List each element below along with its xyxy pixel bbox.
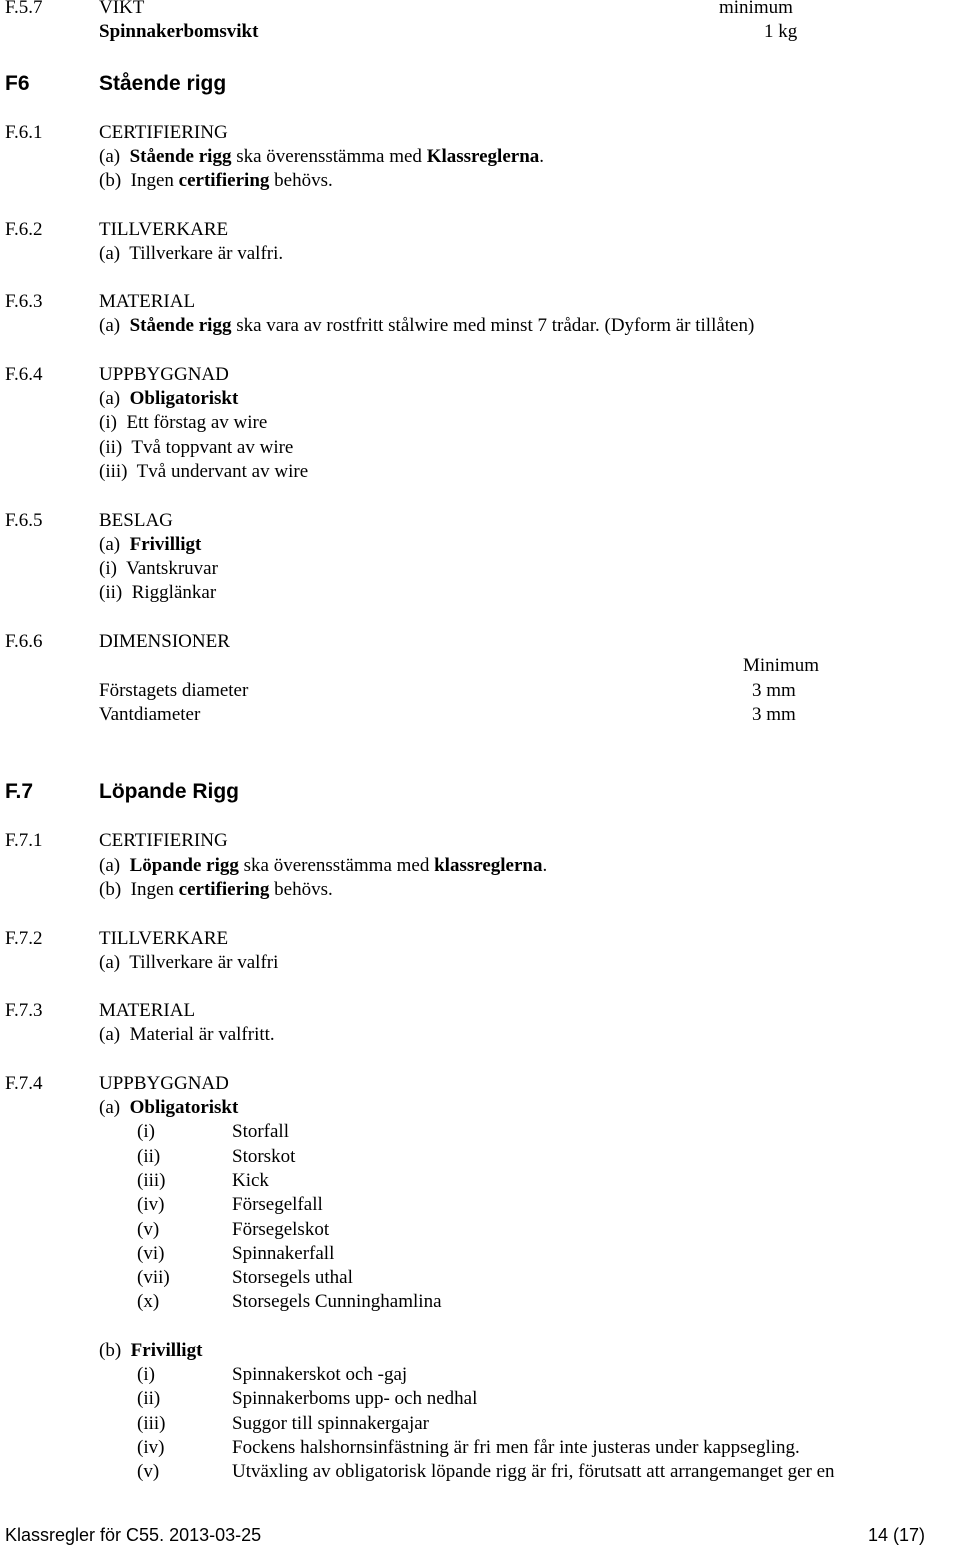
section-number: F.7.1 bbox=[5, 830, 43, 851]
rule-line: (a) Löpande rigg ska överensstämma med klassreglerna. bbox=[99, 855, 548, 876]
item-label: Spinnakerbomsvikt bbox=[99, 21, 259, 42]
list-marker: (i) bbox=[137, 1364, 155, 1385]
list-item: (ii) Två toppvant av wire bbox=[99, 437, 294, 458]
rule-line: (b) Ingen certifiering behövs. bbox=[99, 170, 333, 191]
list-item: Storsegels Cunninghamlina bbox=[232, 1291, 442, 1312]
rule-line: (a) Obligatoriskt bbox=[99, 1097, 239, 1118]
rule-line: (b) Frivilligt bbox=[99, 1340, 203, 1361]
list-marker: (vi) bbox=[137, 1243, 165, 1264]
rule-line: (a) Material är valfritt. bbox=[99, 1024, 275, 1045]
section-title: BESLAG bbox=[99, 510, 173, 531]
chapter-number: F6 bbox=[5, 72, 30, 95]
section-title: CERTIFIERING bbox=[99, 830, 228, 851]
chapter-title: Stående rigg bbox=[99, 72, 227, 95]
list-item: Försegelfall bbox=[232, 1194, 323, 1215]
dimension-label: Vantdiameter bbox=[99, 704, 201, 725]
list-marker: (v) bbox=[137, 1219, 160, 1240]
section-number: F.6.3 bbox=[5, 291, 43, 312]
list-marker: (iv) bbox=[137, 1194, 165, 1215]
page-number: 14 (17) bbox=[868, 1525, 926, 1545]
list-item: Storskot bbox=[232, 1146, 296, 1167]
list-item: (iii) Två undervant av wire bbox=[99, 461, 309, 482]
section-number: F.5.7 bbox=[5, 0, 43, 18]
section-number: F.6.6 bbox=[5, 631, 43, 652]
list-marker: (x) bbox=[137, 1291, 160, 1312]
list-marker: (vii) bbox=[137, 1267, 170, 1288]
rule-line: (a) Stående rigg ska överensstämma med Klassreglerna. bbox=[99, 146, 545, 167]
list-marker: (ii) bbox=[137, 1146, 161, 1167]
list-item: (i) Ett förstag av wire bbox=[99, 412, 268, 433]
list-item: Spinnakerskot och -gaj bbox=[232, 1364, 408, 1385]
list-item: (i) Vantskruvar bbox=[99, 558, 218, 579]
section-number: F.6.1 bbox=[5, 122, 43, 143]
rule-line: (a) Tillverkare är valfri bbox=[99, 952, 279, 973]
rule-line: (b) Ingen certifiering behövs. bbox=[99, 879, 333, 900]
dimension-value: 3 mm bbox=[752, 680, 796, 701]
list-marker: (iv) bbox=[137, 1437, 165, 1458]
list-item: Storsegels uthal bbox=[232, 1267, 353, 1288]
section-title: MATERIAL bbox=[99, 1000, 196, 1021]
column-header-minimum: minimum bbox=[719, 0, 793, 18]
list-item: Fockens halshornsinfästning är fri men får inte justeras under kappsegling. bbox=[232, 1437, 800, 1458]
list-item: Spinnakerfall bbox=[232, 1243, 335, 1264]
section-title: DIMENSIONER bbox=[99, 631, 230, 652]
rule-line: (a) Stående rigg ska vara av rostfritt stålwire med minst 7 trådar. (Dyform är tillåten) bbox=[99, 315, 755, 336]
list-item: Storfall bbox=[232, 1121, 289, 1142]
section-title: TILLVERKARE bbox=[99, 928, 229, 949]
section-number: F.6.4 bbox=[5, 364, 43, 385]
list-item: Suggor till spinnakergajar bbox=[232, 1413, 430, 1434]
list-marker: (v) bbox=[137, 1461, 160, 1482]
dimension-label: Förstagets diameter bbox=[99, 680, 249, 701]
list-item: Kick bbox=[232, 1170, 269, 1191]
section-title: VIKT bbox=[99, 0, 145, 18]
section-title: UPPBYGGNAD bbox=[99, 1073, 229, 1094]
chapter-number: F.7 bbox=[5, 780, 34, 803]
list-marker: (iii) bbox=[137, 1170, 166, 1191]
footer-left: Klassregler för C55. 2013-03-25 bbox=[5, 1525, 262, 1545]
rule-line: (a) Frivilligt bbox=[99, 534, 202, 555]
list-marker: (i) bbox=[137, 1121, 155, 1142]
section-number: F.7.3 bbox=[5, 1000, 43, 1021]
item-value: 1 kg bbox=[764, 21, 798, 42]
chapter-title: Löpande Rigg bbox=[99, 780, 239, 803]
column-header-minimum: Minimum bbox=[743, 655, 820, 676]
rule-line: (a) Obligatoriskt bbox=[99, 388, 239, 409]
list-item: Spinnakerboms upp- och nedhal bbox=[232, 1388, 478, 1409]
section-title: MATERIAL bbox=[99, 291, 196, 312]
section-number: F.6.5 bbox=[5, 510, 43, 531]
list-item: Utväxling av obligatorisk löpande rigg är fri, förutsatt att arrangemanget ger en bbox=[232, 1461, 835, 1482]
list-marker: (ii) bbox=[137, 1388, 161, 1409]
list-marker: (iii) bbox=[137, 1413, 166, 1434]
section-title: UPPBYGGNAD bbox=[99, 364, 229, 385]
list-item: Försegelskot bbox=[232, 1219, 330, 1240]
list-item: (ii) Rigglänkar bbox=[99, 582, 217, 603]
section-number: F.7.4 bbox=[5, 1073, 43, 1094]
section-number: F.6.2 bbox=[5, 219, 43, 240]
section-title: CERTIFIERING bbox=[99, 122, 228, 143]
rule-line: (a) Tillverkare är valfri. bbox=[99, 243, 284, 264]
dimension-value: 3 mm bbox=[752, 704, 796, 725]
section-title: TILLVERKARE bbox=[99, 219, 229, 240]
section-number: F.7.2 bbox=[5, 928, 43, 949]
